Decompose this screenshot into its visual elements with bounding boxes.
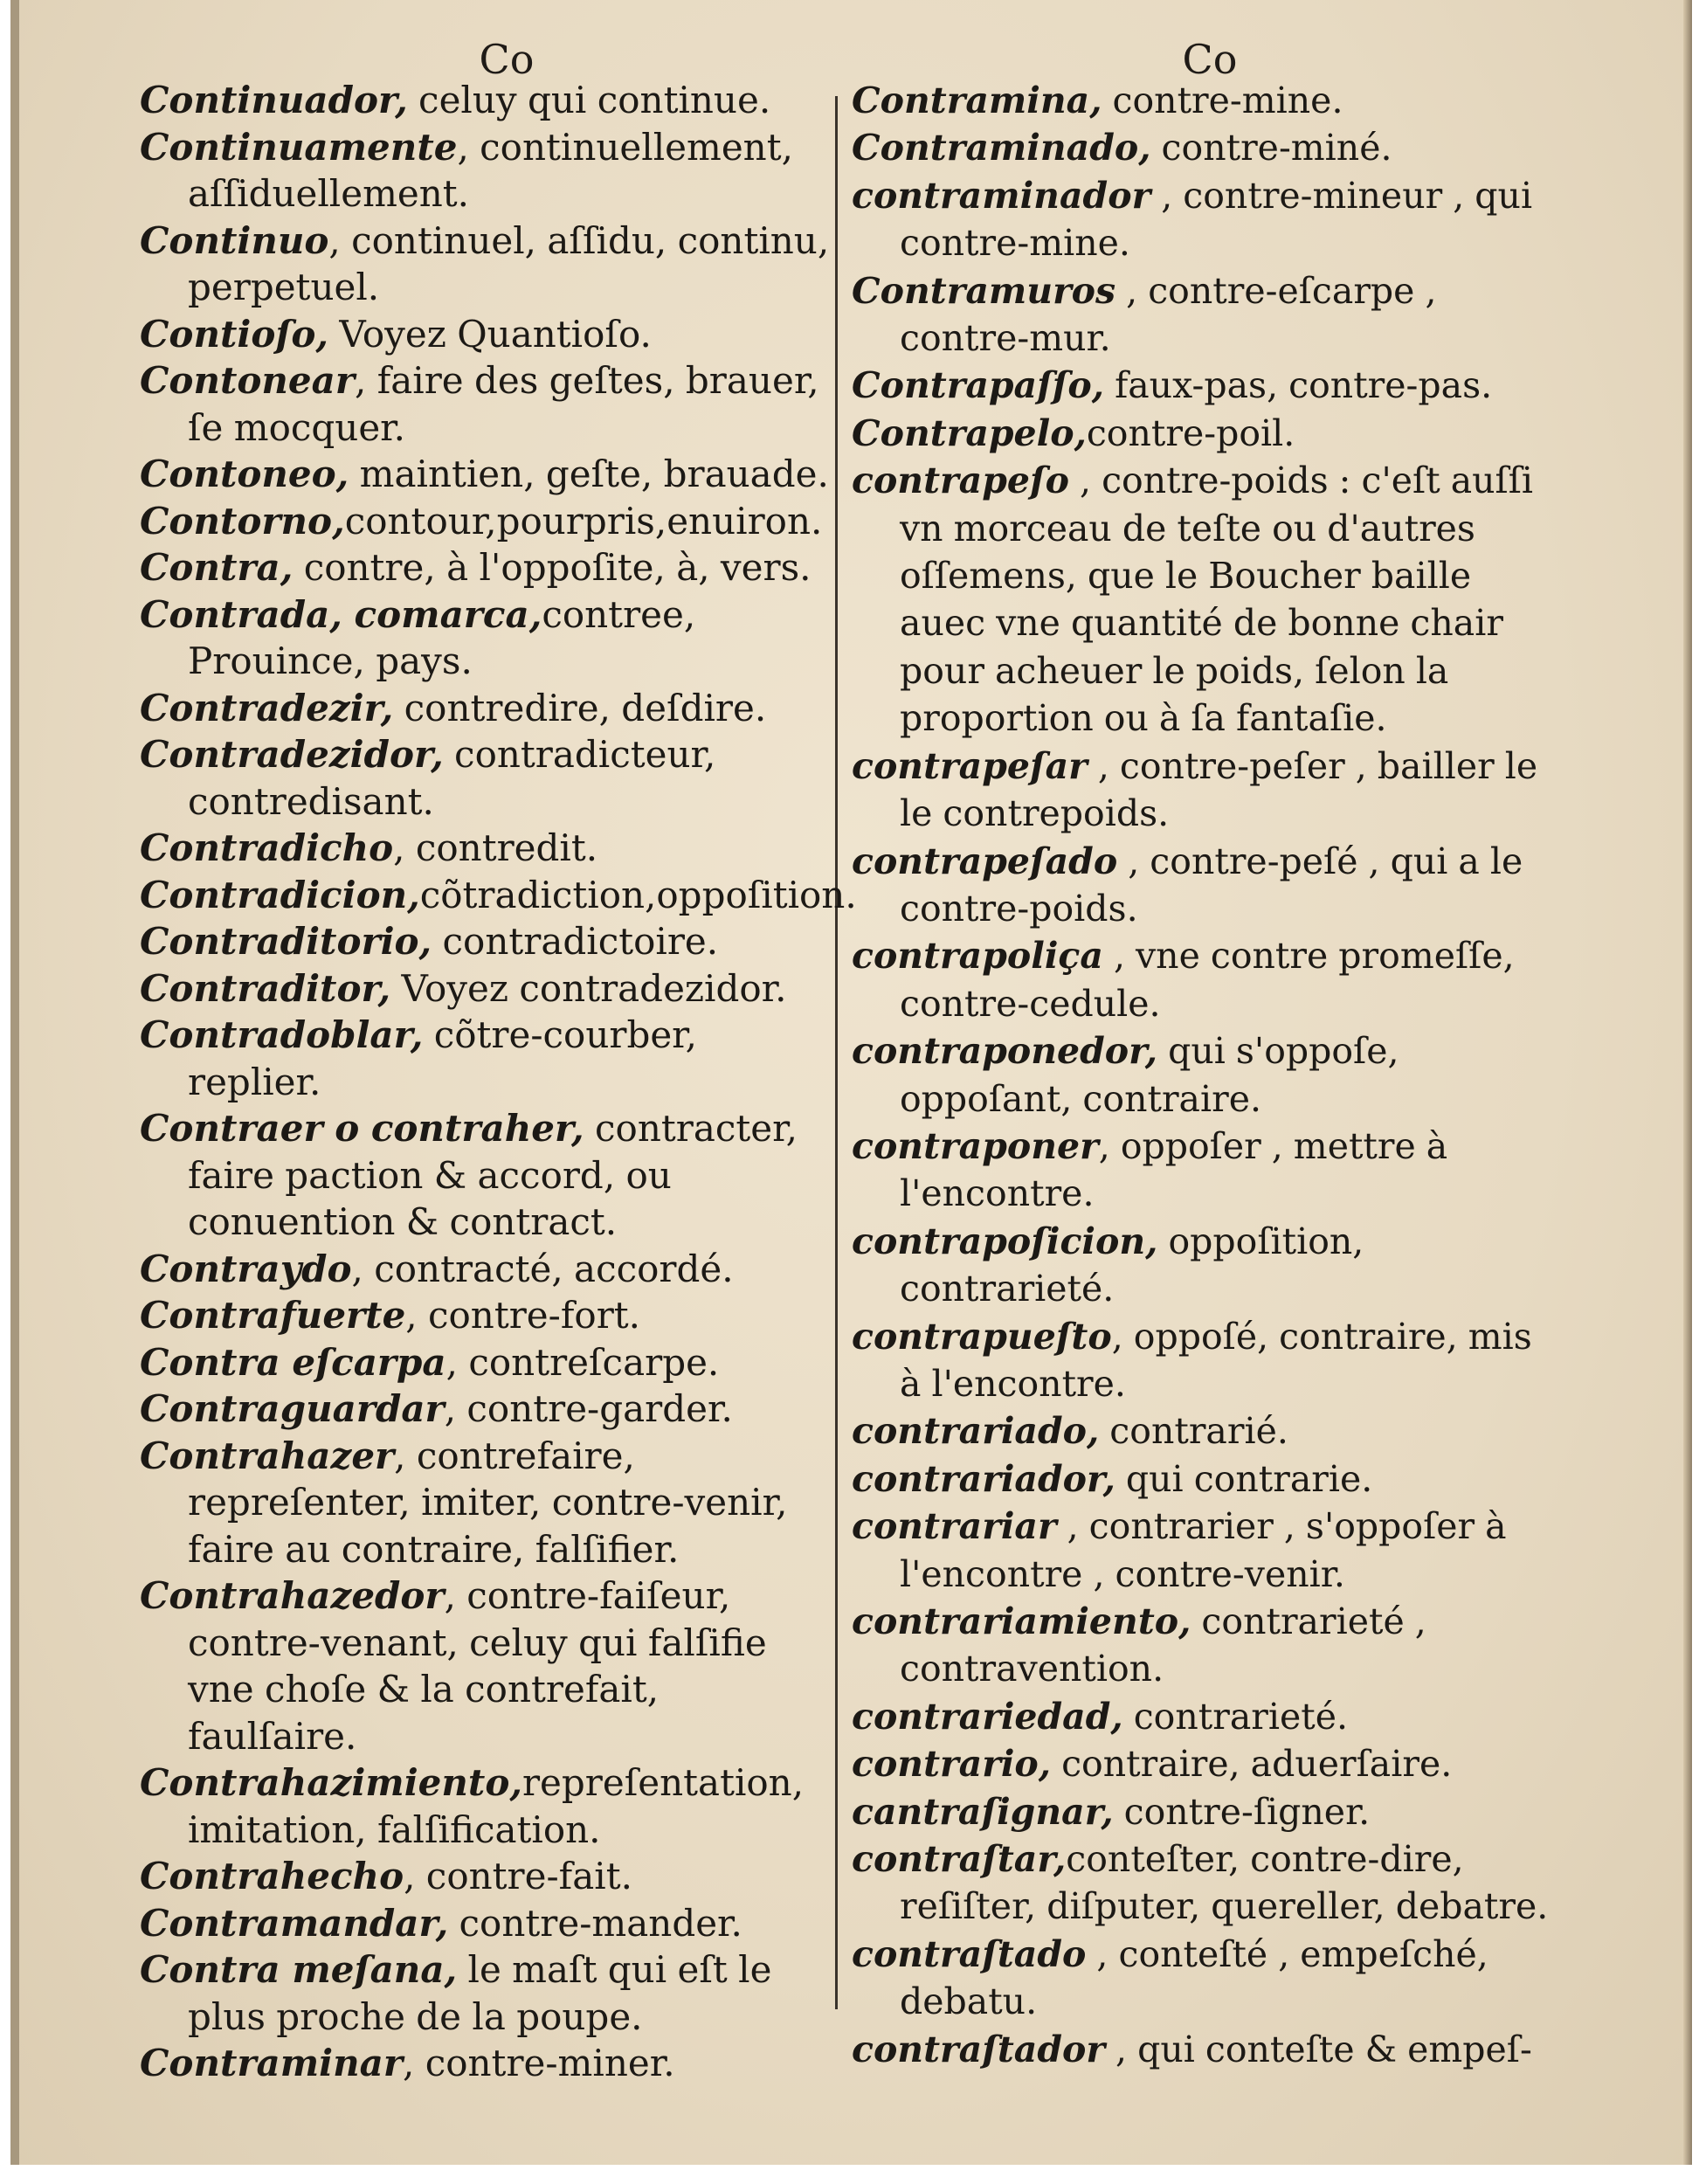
dictionary-entry [140, 544, 830, 591]
entry-headword: Continuamente [140, 125, 458, 169]
entry-definition: contradicteur, contredisant. [188, 733, 716, 823]
entry-headword: contrariador, [852, 1457, 1115, 1500]
entry-definition: , contreſcarpe. [445, 1340, 720, 1384]
entry-definition: , contre-peſé , qui a le contre-poids. [900, 840, 1523, 930]
entry-headword: contrapoſicion, [852, 1220, 1158, 1262]
dictionary-entry [852, 1931, 1551, 2026]
entry-definition: , contredit. [393, 826, 598, 869]
entry-definition: contre-miné. [1150, 127, 1392, 169]
entry-definition: contradictoire. [432, 920, 719, 963]
entry-definition: contrarieté , contravention. [900, 1600, 1426, 1690]
dictionary-entry [140, 685, 830, 732]
dictionary-entry [140, 965, 830, 1013]
column-rule [835, 96, 838, 2009]
entry-definition: , contre-garder. [444, 1387, 733, 1430]
entry-headword: contrapeſado [852, 840, 1118, 882]
entry-headword: Contramandar, [140, 1901, 449, 1945]
dictionary-entry [852, 1027, 1551, 1123]
entry-headword: Contradoblar, [140, 1013, 424, 1056]
entry-headword: contrariado, [852, 1410, 1100, 1453]
entry-headword: Contrapaſſo, [852, 364, 1105, 407]
dictionary-entry [140, 731, 830, 825]
entry-headword: Contra, [140, 546, 294, 589]
dictionary-entry [140, 218, 830, 311]
dictionary-entry [852, 362, 1551, 409]
entry-definition: le maſt qui eſt le plus proche de la poupe. [188, 1948, 772, 2038]
dictionary-entry [140, 591, 830, 685]
entry-definition: contre-poil. [1086, 411, 1295, 454]
dictionary-entry [852, 1693, 1551, 1740]
entry-headword: Contraminar [140, 2042, 403, 2084]
dictionary-entry [140, 1433, 830, 1573]
entry-definition: , continuellement, aſſiduellement. [188, 125, 793, 215]
dictionary-entry [852, 172, 1551, 267]
dictionary-entry [852, 410, 1551, 457]
dictionary-entry [140, 1292, 830, 1339]
entry-definition: , contre-fort. [405, 1294, 640, 1337]
entry-headword: Contrahecho [140, 1855, 404, 1897]
dictionary-entry [140, 1012, 830, 1105]
dictionary-entry [140, 918, 830, 965]
dictionary-entry [852, 2026, 1551, 2073]
entry-headword: Contoneo, [140, 453, 349, 495]
dictionary-entry [140, 311, 830, 358]
entry-headword: Contraguardar [140, 1387, 445, 1430]
entry-headword: contrariar [852, 1505, 1057, 1548]
dictionary-entry [852, 267, 1551, 363]
entry-headword: Contorno, [140, 499, 345, 543]
entry-definition: contree, Prouince, pays. [188, 592, 696, 682]
dictionary-entry [852, 457, 1551, 742]
entry-headword: contraſtado [852, 1932, 1087, 1975]
entry-headword: Contraminado, [852, 127, 1151, 169]
entry-headword: Contioſo, [140, 312, 329, 356]
entry-headword: contrario, [852, 1743, 1052, 1786]
entry-definition: contre-mander. [448, 1901, 742, 1945]
entry-definition: , conteſté , empeſché, debatu. [900, 1932, 1488, 2023]
entry-headword: Contradezir, [140, 686, 394, 729]
entry-definition: , oppoſer , mettre à l'encontre. [900, 1124, 1448, 1215]
running-header-right: Co [1182, 36, 1238, 83]
dictionary-entry [852, 838, 1551, 933]
entry-definition: , contre-miner. [403, 2042, 675, 2084]
entry-headword: contrapueſto [852, 1315, 1112, 1358]
entry-headword: contraſtar, [852, 1838, 1067, 1881]
entry-headword: Contrapelo, [852, 411, 1087, 454]
entry-headword: contrapeſo [852, 460, 1069, 502]
dictionary-entry [852, 124, 1551, 171]
dictionary-entry [140, 1759, 830, 1853]
dictionary-entry [140, 2040, 830, 2087]
entry-definition: cõtre-courber, replier. [188, 1013, 697, 1103]
dictionary-entry [852, 77, 1551, 124]
entry-definition: contrarieté. [1122, 1695, 1349, 1738]
entry-headword: Contramina, [852, 79, 1102, 121]
dictionary-entry [140, 1246, 830, 1293]
entry-definition: contraire, aduerſaire. [1051, 1743, 1453, 1786]
page-edge-right [1683, 0, 1692, 2165]
entry-definition: Voyez Quantioſo. [328, 312, 652, 356]
dictionary-entry [140, 1572, 830, 1759]
page-edge-left [10, 0, 19, 2165]
entry-definition: , contre-mineur , qui contre-mine. [900, 174, 1533, 265]
dictionary-entry [140, 825, 830, 872]
dictionary-entry [852, 1407, 1551, 1455]
entry-definition: , contre-fait. [404, 1855, 632, 1897]
entry-headword: contrariamiento, [852, 1600, 1191, 1642]
dictionary-entry [852, 1503, 1551, 1598]
dictionary-entry [140, 77, 830, 124]
entry-headword: Contrahazedor [140, 1574, 445, 1617]
entry-headword: Contraditor, [140, 966, 391, 1010]
entry-definition: repreſentation, imitation, falſification. [188, 1761, 805, 1851]
entry-headword: Contrafuerte [140, 1294, 406, 1337]
dictionary-entry [852, 743, 1551, 838]
dictionary-entry [852, 1788, 1551, 1835]
entry-definition: faux-pas, contre-pas. [1104, 364, 1493, 407]
entry-headword: contrariedad, [852, 1695, 1123, 1738]
entry-definition: , vne contre promeſſe, contre-cedule. [900, 935, 1515, 1025]
entry-headword: Continuo [140, 218, 329, 262]
entry-headword: Contrada, comarca, [140, 592, 542, 636]
entry-headword: contrapeſar [852, 744, 1088, 787]
entry-definition: contracter, faire paction & accord, ou conuention & contract. [188, 1107, 798, 1243]
dictionary-entry [140, 1900, 830, 1947]
entry-definition: contrarié. [1099, 1410, 1288, 1453]
dictionary-entry [140, 1339, 830, 1386]
entry-definition: conteſter, contre-dire, reſiſter, diſputer, quereller, debatre. [900, 1838, 1549, 1928]
entry-definition: , qui conteſte & empeſ- [1104, 2028, 1532, 2070]
entry-definition: , contre-poids : c'eſt auſſi vn morceau de teſte ou d'autres oſſemens, que le Boucher baille auec vne quantité de bonne chair pour acheuer le poids, ſelon la proportion ou à ſa fantaſie. [900, 460, 1534, 740]
entry-headword: cantraſignar, [852, 1790, 1114, 1833]
running-header-left: Co [479, 36, 535, 83]
entry-definition: , faire des geſtes, brauer, ſe mocquer. [188, 359, 819, 449]
entry-headword: Contrahazer [140, 1434, 395, 1477]
dictionary-entry [140, 872, 857, 919]
dictionary-entry [140, 1946, 830, 2040]
dictionary-entry [140, 1386, 830, 1433]
entry-definition: qui s'oppoſe, oppoſant, contraire. [900, 1030, 1399, 1120]
entry-headword: Contradicho [140, 826, 394, 869]
dictionary-entry [852, 1218, 1551, 1313]
entry-headword: Contra meſana, [140, 1948, 458, 1991]
entry-definition: , continuel, aſſidu, continu, perpetuel. [188, 218, 830, 308]
dictionary-entry [140, 1853, 830, 1900]
entry-headword: contraſtador [852, 2028, 1105, 2070]
entry-definition: , contrarier , s'oppoſer à l'encontre , contre-venir. [900, 1505, 1507, 1595]
dictionary-entry [852, 1835, 1551, 1931]
dictionary-entry [852, 932, 1551, 1027]
entry-definition: contour,pourpris,enuiron. [344, 499, 823, 543]
dictionary-entry [140, 357, 830, 451]
entry-headword: Contradezidor, [140, 733, 444, 776]
entry-definition: Voyez contradezidor. [390, 966, 787, 1010]
entry-definition: , oppoſé, contraire, mis à l'encontre. [900, 1315, 1532, 1405]
dictionary-entry [852, 1123, 1551, 1218]
entry-definition: contre-ſigner. [1113, 1790, 1371, 1833]
entry-headword: contraponer [852, 1124, 1099, 1167]
entry-headword: Contonear [140, 359, 355, 402]
entry-headword: contraminador [852, 174, 1151, 217]
dictionary-entry [140, 451, 830, 498]
entry-definition: , contre-peſer , bailler le le contrepoids. [900, 744, 1538, 835]
dictionary-entry [852, 1740, 1551, 1787]
entry-definition: qui contrarie. [1115, 1457, 1373, 1500]
entry-definition: , contrefaire, repreſenter, imiter, contre-venir, faire au contraire, falſifier. [188, 1434, 788, 1571]
dictionary-entry [140, 1105, 830, 1246]
entry-headword: contraponedor, [852, 1030, 1158, 1073]
entry-headword: Contramuros [852, 269, 1116, 312]
entry-headword: contrapoliça [852, 935, 1103, 978]
entry-headword: Contra eſcarpa [140, 1340, 446, 1384]
entry-definition: contredire, deſdire. [393, 686, 767, 729]
entry-headword: Contraer o contraher, [140, 1107, 584, 1150]
entry-headword: Contrahazimiento, [140, 1761, 522, 1804]
entry-definition: maintien, geſte, brauade. [349, 453, 829, 495]
entry-definition: contre-mine. [1102, 79, 1343, 121]
entry-definition: oppoſition, contrarieté. [900, 1220, 1364, 1310]
entry-headword: Contraydo [140, 1247, 352, 1290]
dictionary-entry [852, 1455, 1551, 1503]
dictionary-entry [140, 124, 830, 218]
entry-definition: , contracté, accordé. [351, 1247, 734, 1290]
dictionary-entry [140, 498, 830, 545]
entry-definition: cõtradiction,oppoſition. [419, 873, 857, 916]
entry-definition: celuy qui continue. [407, 79, 771, 121]
entry-definition: contre, à l'oppoſite, à, vers. [293, 546, 812, 589]
entry-headword: Contradicion, [140, 873, 420, 916]
dictionary-entry [852, 1313, 1551, 1408]
entry-definition: , contre-eſcarpe , contre-mur. [900, 269, 1437, 360]
dictionary-entry [852, 1598, 1551, 1693]
entry-definition: , contre-faiſeur, contre-venant, celuy qui falſifie vne choſe & la contrefait, faulſaire. [188, 1574, 767, 1758]
entry-headword: Continuador, [140, 79, 408, 121]
entry-headword: Contraditorio, [140, 920, 432, 963]
